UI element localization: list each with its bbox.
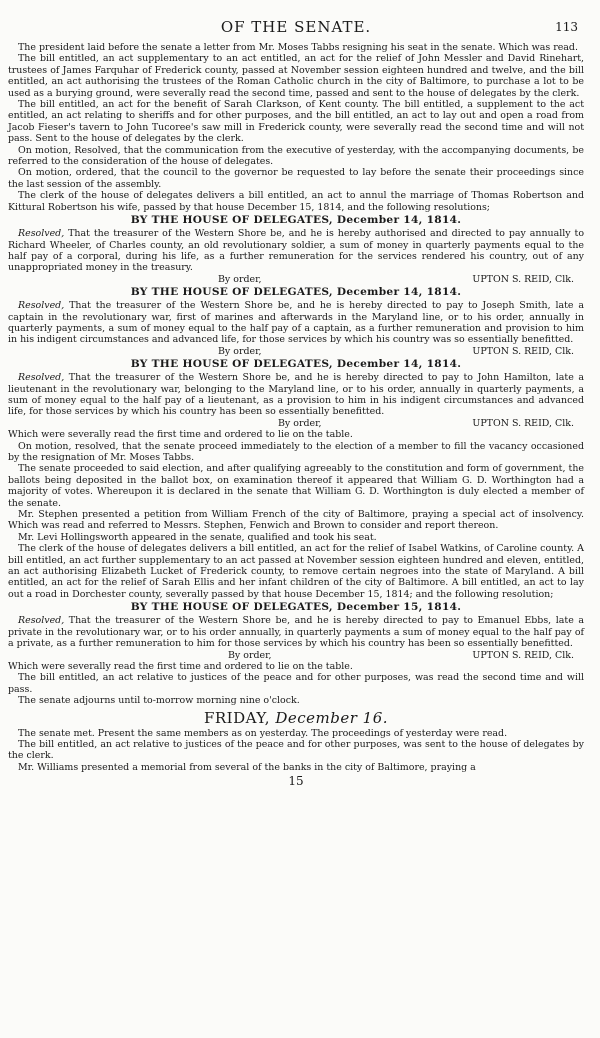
by-order: By order,: [228, 649, 272, 661]
resolution: [8, 228, 584, 274]
clerk-name: UPTON S. REID, Clk.: [472, 273, 574, 285]
signature-line: [8, 418, 584, 429]
resolution-text: That the treasurer of the Western Shore be, and he is hereby directed to pay to Joseph Smith, late a captain in the revolutionary war, first of marines and afterwards in the Maryland line, or to his order, annually in quarterly payments, a sum of money equal to the half pay of a captain, as a further remuneration and provision to him in his indigent circumstances and advanced life, for those services by which his country was so essentially benefitted.: [8, 300, 584, 346]
journal-text: [8, 42, 584, 788]
paragraph: On motion, Resolved, that the communication from the executive of yesterday, with the accompanying documents, be referred to the consideration of the house of delegates.: [8, 144, 584, 168]
day-name: FRIDAY,: [203, 708, 271, 727]
signature-line: [8, 274, 584, 285]
resolved-lead: Resolved,: [18, 372, 65, 384]
paragraph: Mr. Stephen presented a petition from William French of the city of Baltimore, praying a special act of insolvency. Which was read and referred to Messrs. Stephen, Fenwich and Brown to consider and report thereon.: [8, 509, 584, 532]
resolution-text: That the treasurer of the Western Shore be, and he is hereby authorised and directed to pay annually to Richard Wheeler, of Charles county, an old revolutionary soldier, a sum of money in quarterly payments equal to the half pay of a corporal, during his life, as a further remuneration for the services rendered his country, out of any unappropriated money in the treasury.: [8, 228, 584, 274]
paragraph: The bill entitled, an act relative to justices of the peace and for other purposes, was read the second time and will pass.: [8, 672, 584, 695]
resolution: [8, 615, 584, 649]
paragraph: Mr. Levi Hollingsworth appeared in the senate, qualified and took his seat.: [18, 531, 377, 543]
signature-line: [8, 650, 584, 661]
paragraph: Which were severally read the first time and ordered to lie on the table.: [8, 660, 353, 672]
resolved-lead: Resolved,: [18, 615, 65, 627]
paragraph: The clerk of the house of delegates delivers a bill entitled, an act to annul the marriage of Thomas Robertson and Kittural Robertson his wife, passed by that house December 15, 1814, and the following resolutions;: [8, 190, 584, 213]
paragraph: The president laid before the senate a letter from Mr. Moses Tabbs resigning his seat in the senate. Which was read.: [18, 42, 578, 53]
resolved-lead: Resolved,: [18, 300, 65, 312]
by-order: By order,: [278, 417, 322, 429]
resolved-lead: Resolved,: [18, 228, 65, 240]
running-title: OF THE SENATE.: [220, 18, 372, 36]
page-header: [8, 14, 584, 42]
paragraph: The clerk of the house of delegates delivers a bill entitled, an act for the relief of Isabel Watkins, of Caroline county. A bill entitled, an act further supplementary to an act passed at November session eighteen hundred and eleven, entitled, an act authorising Elizabeth Lucket of Frederick county, to remove certain negroes into the state of Maryland. A bill entitled, an act for the relief of Sarah Ellis and her infant children of the city of Baltimore. A bill entitled, an act to lay out a road in Dorchester county, severally passed by that house December 15, 1814; and the following resolution;: [8, 543, 584, 600]
day-heading: [8, 709, 584, 727]
page-number: 113: [555, 20, 578, 34]
resolution-heading: BY THE HOUSE OF DELEGATES, December 14, 1814.: [130, 214, 462, 227]
resolution-heading: BY THE HOUSE OF DELEGATES, December 14, 1814.: [130, 358, 462, 371]
resolution-text: That the treasurer of the Western Shore be, and he is hereby directed to pay to Emanuel Ebbs, late a private in the revolutionary war, or to his order annually, in quarterly payments a sum of money equal to the half pay of a private, as a further remuneration to him for those services by which his country has been so essentially benefitted.: [8, 615, 584, 650]
by-order: By order,: [218, 345, 262, 357]
resolution: [8, 300, 584, 346]
clerk-name: UPTON S. REID, Clk.: [472, 649, 574, 661]
resolution-heading: BY THE HOUSE OF DELEGATES, December 15, 1814.: [130, 601, 462, 614]
paragraph: The senate adjourns until to-morrow morning nine o'clock.: [18, 695, 300, 707]
paragraph: The bill entitled, an act relative to justices of the peace and for other purposes, was sent to the house of delegates by the clerk.: [8, 738, 584, 762]
resolution: [8, 372, 584, 418]
paragraph: The bill entitled, an act for the benefit of Sarah Clarkson, of Kent county. The bill entitled, a supplement to the act entitled, an act relating to sheriffs and for other purposes, and the bill entitled, an act to lay out and open a road from Jacob Fieser's tavern to John Tucoree's saw mill in Frederick county, were severally read the second time and will not pass. Sent to the house of delegates by the clerk.: [8, 99, 584, 145]
by-order: By order,: [218, 273, 262, 285]
clerk-name: UPTON S. REID, Clk.: [472, 417, 574, 429]
paragraph: On motion, resolved, that the senate proceed immediately to the election of a member to fill the vacancy occasioned by the resignation of Mr. Moses Tabbs.: [8, 440, 584, 463]
paragraph: The senate proceeded to said election, and after qualifying agreeably to the constitution and form of government, the ballots being deposited in the ballot box, on examination thereof it appeared that William G. D. Worthington had a majority of votes. Whereupon it is declared in the senate that William G. D. Worthington is duly elected a member of the senate.: [8, 463, 584, 509]
paragraph: On motion, ordered, that the council to the governor be requested to lay before the senate their proceedings since the last session of the assembly.: [8, 167, 584, 190]
resolution-text: That the treasurer of the Western Shore be, and he is hereby directed to pay to John Hamilton, late a lieutenant in the revolutionary war, belonging to the Maryland line, or to his order, annually in quarterly payments, a sum of money equal to the half pay of a lieutenant, as a provision to him in his indigent circumstances and advanced life, for those services by which his country has been so essentially benefitted.: [8, 372, 584, 418]
paragraph: Mr. Williams presented a memorial from several of the banks in the city of Baltimore, praying a: [18, 761, 476, 773]
paragraph: The senate met. Present the same members as on yesterday. The proceedings of yesterday were read.: [18, 727, 508, 739]
signature-line: [8, 346, 584, 357]
paragraph: The bill entitled, an act supplementary to an act entitled, an act for the relief of John Messler and David Rinehart, trustees of James Farquhar of Frederick county, passed at November session eighteen hundred and twelve, and the bill entitled, an act authorising the trustees of the Roman Catholic church in the city of Baltimore, to purchase a lot to be used as a burying ground, were severally read the second time, passed and sent to the house of delegates by the clerk.: [8, 53, 584, 99]
signature-mark: 15: [288, 774, 304, 789]
paragraph: Which were severally read the first time and ordered to lie on the table.: [8, 429, 353, 441]
resolution-heading: BY THE HOUSE OF DELEGATES, December 14, 1814.: [130, 286, 462, 299]
day-date: December 16.: [275, 708, 389, 727]
clerk-name: UPTON S. REID, Clk.: [472, 345, 574, 357]
